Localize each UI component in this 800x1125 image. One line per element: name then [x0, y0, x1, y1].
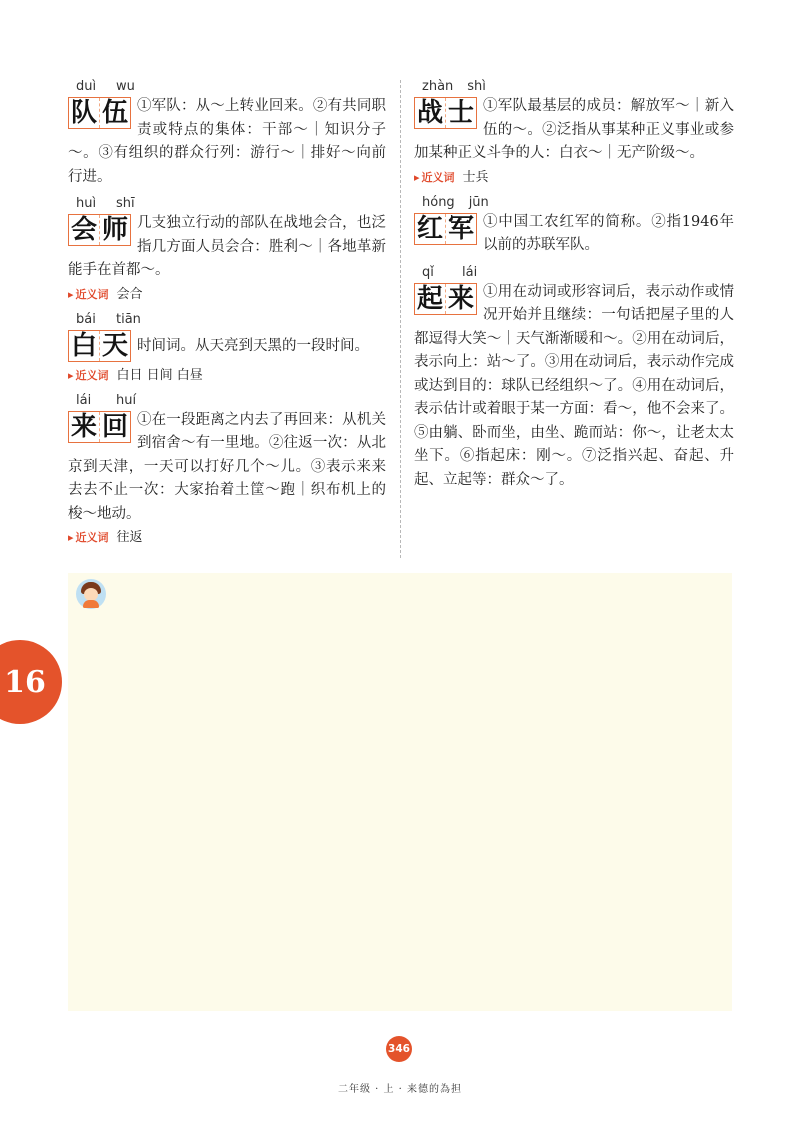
entry-hong-jun: [414, 194, 734, 258]
student-avatar-icon: [76, 579, 106, 609]
entry-hui-shi: [68, 195, 386, 305]
headword: 来 回: [68, 411, 131, 443]
synonym-row: ▸ 近义词 白日 日间 白昼: [68, 366, 386, 386]
pinyin: hóng jūn: [422, 194, 489, 210]
synonym-tag: ▸ 近义词: [68, 288, 109, 301]
column-divider: [400, 80, 401, 558]
definition: ①中国工农红军的简称。②指1946年以前的苏联军队。: [483, 213, 734, 253]
headword: 队 伍: [68, 97, 131, 129]
pinyin: duì wu: [76, 79, 135, 94]
pinyin: huì shī: [76, 196, 135, 211]
headword: 会 师: [68, 214, 131, 246]
synonym-row: ▸ 近义词 往返: [68, 528, 386, 548]
definition: 时间词。从天亮到天黑的一段时间。: [137, 337, 369, 354]
headword: 战 士: [414, 97, 477, 129]
definition: ①军队：从～上转业回来。②有共同职责或特点的集体：干部～｜知识分子～。③有组织的群众行列：游行～｜排好～向前行进。: [68, 98, 386, 185]
headword: 起 来: [414, 283, 477, 315]
synonym-row: ▸ 近义词 会合: [68, 285, 386, 305]
pinyin: bái tiān: [76, 311, 141, 327]
pinyin: lái huí: [76, 392, 137, 408]
notes-area: [68, 573, 732, 1011]
page-number: 346: [386, 1036, 412, 1062]
left-column: [68, 78, 386, 554]
entry-qi-lai: [414, 264, 734, 493]
pinyin: qǐ lái: [422, 264, 478, 280]
definition: ①在一段距离之内去了再回来：从机关到宿舍～有一里地。②往返一次：从北京到天津，一天可以打好几个～儿。③表示来来去去不止一次：大家抬着土筐～跑｜织布机上的梭～地动。: [68, 411, 386, 522]
right-column: [414, 78, 734, 498]
synonym-tag: ▸ 近义词: [68, 369, 109, 382]
pinyin: zhàn shì: [422, 79, 486, 94]
entry-lai-hui: [68, 392, 386, 549]
lesson-tab: 16: [0, 640, 62, 724]
headword: 红 军: [414, 213, 477, 245]
synonym-row: ▸ 近义词 士兵: [414, 168, 734, 188]
page-footer: 二年级 · 上 · 来德的為担: [337, 1084, 463, 1095]
definition: ①用在动词或形容词后，表示动作或情况开始并且继续：一句话把屋子里的人都逗得大笑～｜天气渐渐暖和～。②用在动词后，表示向上：站～了。③用在动词后，表示动作完成或达到目的：球队已经组织～了。④用在动词后，表示估计或着眼于某一方面：看～，他不会来了。⑤由躺、卧而坐，由坐、跪而站：你～，让老太太坐下。⑥指起床：刚～。⑦泛指兴起、奋起、升起、立起等：群众～了。: [414, 283, 734, 488]
headword: 白 天: [68, 330, 131, 362]
entry-zhan-shi: [414, 78, 734, 188]
definition: 几支独立行动的部队在战地会合，也泛指几方面人员会合：胜利～｜各地革新能手在首都～。: [68, 215, 386, 278]
entry-bai-tian: [68, 311, 386, 386]
synonym-tag: ▸ 近义词: [414, 171, 455, 184]
synonym-tag: ▸ 近义词: [68, 531, 109, 544]
entry-dui-wu: [68, 78, 386, 189]
definition: ①军队最基层的成员：解放军～｜新入伍的～。②泛指从事某种正义事业或参加某种正义斗争的人：白衣～｜无产阶级～。: [414, 98, 734, 161]
